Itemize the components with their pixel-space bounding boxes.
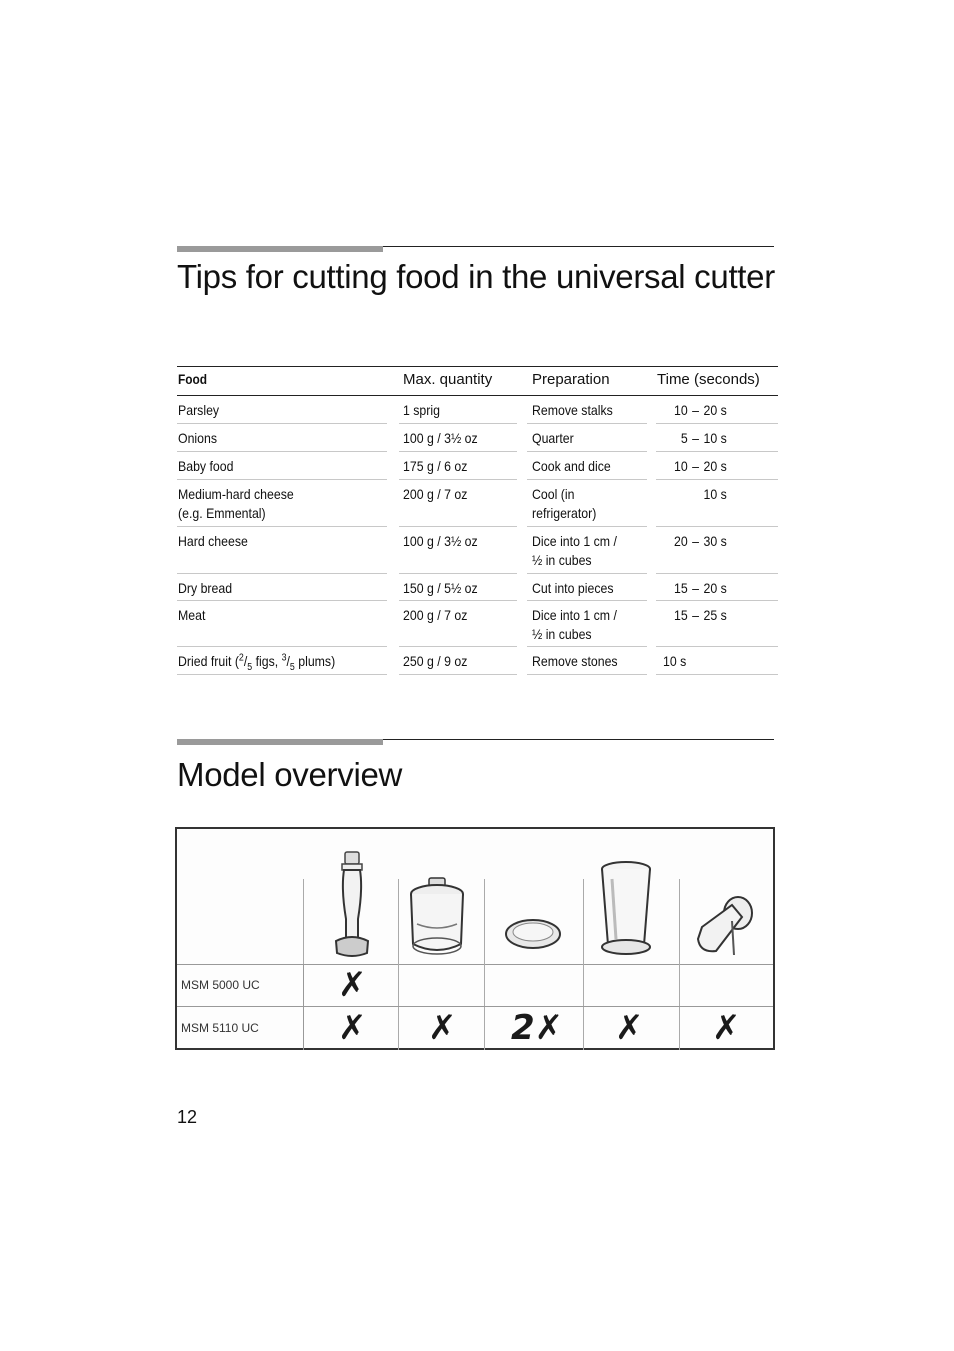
cell-quantity [399,527,517,574]
cell-preparation [527,424,647,452]
cell-quantity [399,424,517,452]
text-fragment: / [286,653,290,669]
availability-mark: 2✗ [511,1008,564,1048]
cell-food [177,424,387,452]
cell-time [656,396,778,424]
time-to: 10 s [703,486,727,502]
availability-mark: ✗ [712,1008,741,1048]
cell-quantity [399,480,517,527]
column-divider [398,879,399,1050]
table-row [177,601,778,647]
availability-mark: ✗ [615,1008,644,1048]
text-fragment: / [243,653,248,669]
col-header-food: Food [178,371,208,387]
cell-food [177,480,387,527]
time-to: 25 s [703,607,727,623]
availability-mark: ✗ [338,1008,367,1048]
text-fragment: 3 [281,652,287,664]
table-row [177,527,778,574]
time-value [656,401,727,420]
cell-time [656,527,778,574]
cell-text: Hard cheese [178,533,248,549]
cell-time [656,601,778,647]
col-header-time: Time (seconds) [657,371,760,388]
cell-text: ½ in cubes [532,552,592,568]
cell-text: refrigerator) [532,505,597,521]
time-value [656,429,727,448]
cell-preparation [527,574,647,601]
cell-quantity [399,601,517,647]
cell-preparation [527,647,647,675]
universal-cutter-icon [407,874,467,960]
text-fragment: figs, [252,653,282,669]
cell-time [656,452,778,480]
cell-text: Cool (in [532,486,575,502]
cell-text: 100 g / 3½ oz [403,533,478,549]
table-row [177,647,778,675]
time-dash: – [692,607,700,623]
time-from: 10 [673,402,688,418]
column-divider [303,964,304,1050]
model-overview-table [175,827,775,1050]
time-from: 10 [673,458,688,474]
accessory-images-row [177,829,773,965]
table-row [177,424,778,452]
cell-text: Remove stones [532,653,618,669]
cell-food [177,574,387,601]
text-fragment: plums) [294,653,336,669]
time-from: 15 [673,607,688,623]
cell-preparation [527,396,647,424]
cell-text: Medium-hard cheese [178,486,294,502]
cell-text: Parsley [178,402,220,418]
time-value [656,485,727,504]
time-dash: – [692,580,700,596]
page-number: 12 [177,1107,198,1127]
time-single: 10 s [663,653,687,669]
tips-table [177,366,778,675]
cell-preparation [527,480,647,527]
text-fragment: 5 [289,661,295,673]
column-divider [303,879,304,964]
cell-quantity [399,574,517,601]
availability-mark: ✗ [338,965,367,1005]
cell-text: Quarter [532,430,574,446]
time-from: 20 [673,533,688,549]
cell-text: Dry bread [178,580,233,596]
cell-text: 150 g / 5½ oz [403,580,478,596]
cell-food [177,647,387,675]
table-row [177,452,778,480]
cell-text: Remove stalks [532,402,613,418]
cell-text: ½ in cubes [532,626,592,642]
cell-text: 250 g / 9 oz [403,653,468,669]
text-fragment: 5 [247,661,253,673]
cell-text: (e.g. Emmental) [178,505,266,521]
column-divider [583,879,584,1050]
cell-food [177,601,387,647]
time-to: 10 s [703,430,727,446]
model-name: MSM 5110 UC [181,1021,259,1035]
cell-text: 1 sprig [403,402,440,418]
table-row [177,396,778,424]
cell-quantity [399,396,517,424]
model-heading: Model overview [177,756,403,793]
time-to: 20 s [703,458,727,474]
table-row [177,480,778,527]
section-rule-model [177,739,774,740]
cell-text: 200 g / 7 oz [403,486,468,502]
col-header-max-quantity: Max. quantity [403,371,493,388]
cell-text: 200 g / 7 oz [403,607,468,623]
time-from: 5 [680,430,688,446]
cell-food [177,527,387,574]
cell-text: Onions [178,430,218,446]
time-value [656,652,686,671]
section-rule-accent [177,739,383,745]
cell-text: 100 g / 3½ oz [403,430,478,446]
row-divider [177,1006,773,1007]
time-to: 20 s [703,580,727,596]
wall-bracket-icon [692,891,756,957]
cell-text [178,652,335,671]
column-divider [484,879,485,1050]
time-to: 30 s [703,533,727,549]
time-value [656,457,727,476]
time-to: 20 s [703,402,727,418]
cell-preparation [527,452,647,480]
col-header-preparation: Preparation [532,371,610,388]
lid-disc-icon [503,916,563,952]
availability-mark: ✗ [428,1008,457,1048]
cell-time [656,574,778,601]
cell-text: Baby food [178,458,234,474]
cell-time [656,647,778,675]
tips-table-body [177,396,778,675]
cell-preparation [527,601,647,647]
cell-text: Dice into 1 cm / [532,607,617,623]
cell-food [177,396,387,424]
time-value [656,606,727,625]
cell-time [656,424,778,452]
cell-preparation [527,527,647,574]
cell-text: Cut into pieces [532,580,614,596]
hand-blender-icon [327,849,377,961]
text-fragment: Dried fruit ( [178,653,239,669]
tips-heading: Tips for cutting food in the universal cutter [177,258,775,295]
table-row [177,574,778,601]
time-dash: – [692,458,700,474]
cell-food [177,452,387,480]
cell-text: Meat [178,607,206,623]
time-dash: – [692,402,700,418]
model-name: MSM 5000 UC [181,978,260,992]
cell-quantity [399,452,517,480]
time-from: 15 [673,580,688,596]
cell-text: Dice into 1 cm / [532,533,617,549]
cell-time [656,480,778,527]
time-value [656,532,727,551]
column-divider [679,879,680,1050]
cell-text: Cook and dice [532,458,611,474]
time-value [656,579,727,598]
text-fragment: 2 [238,652,244,664]
section-rule-accent [177,246,383,252]
tips-table-header [177,366,778,396]
time-dash: – [692,533,700,549]
section-rule-tips [177,246,774,247]
cell-text: 175 g / 6 oz [403,458,468,474]
time-dash: – [692,430,700,446]
measuring-beaker-icon [598,859,654,959]
cell-quantity [399,647,517,675]
